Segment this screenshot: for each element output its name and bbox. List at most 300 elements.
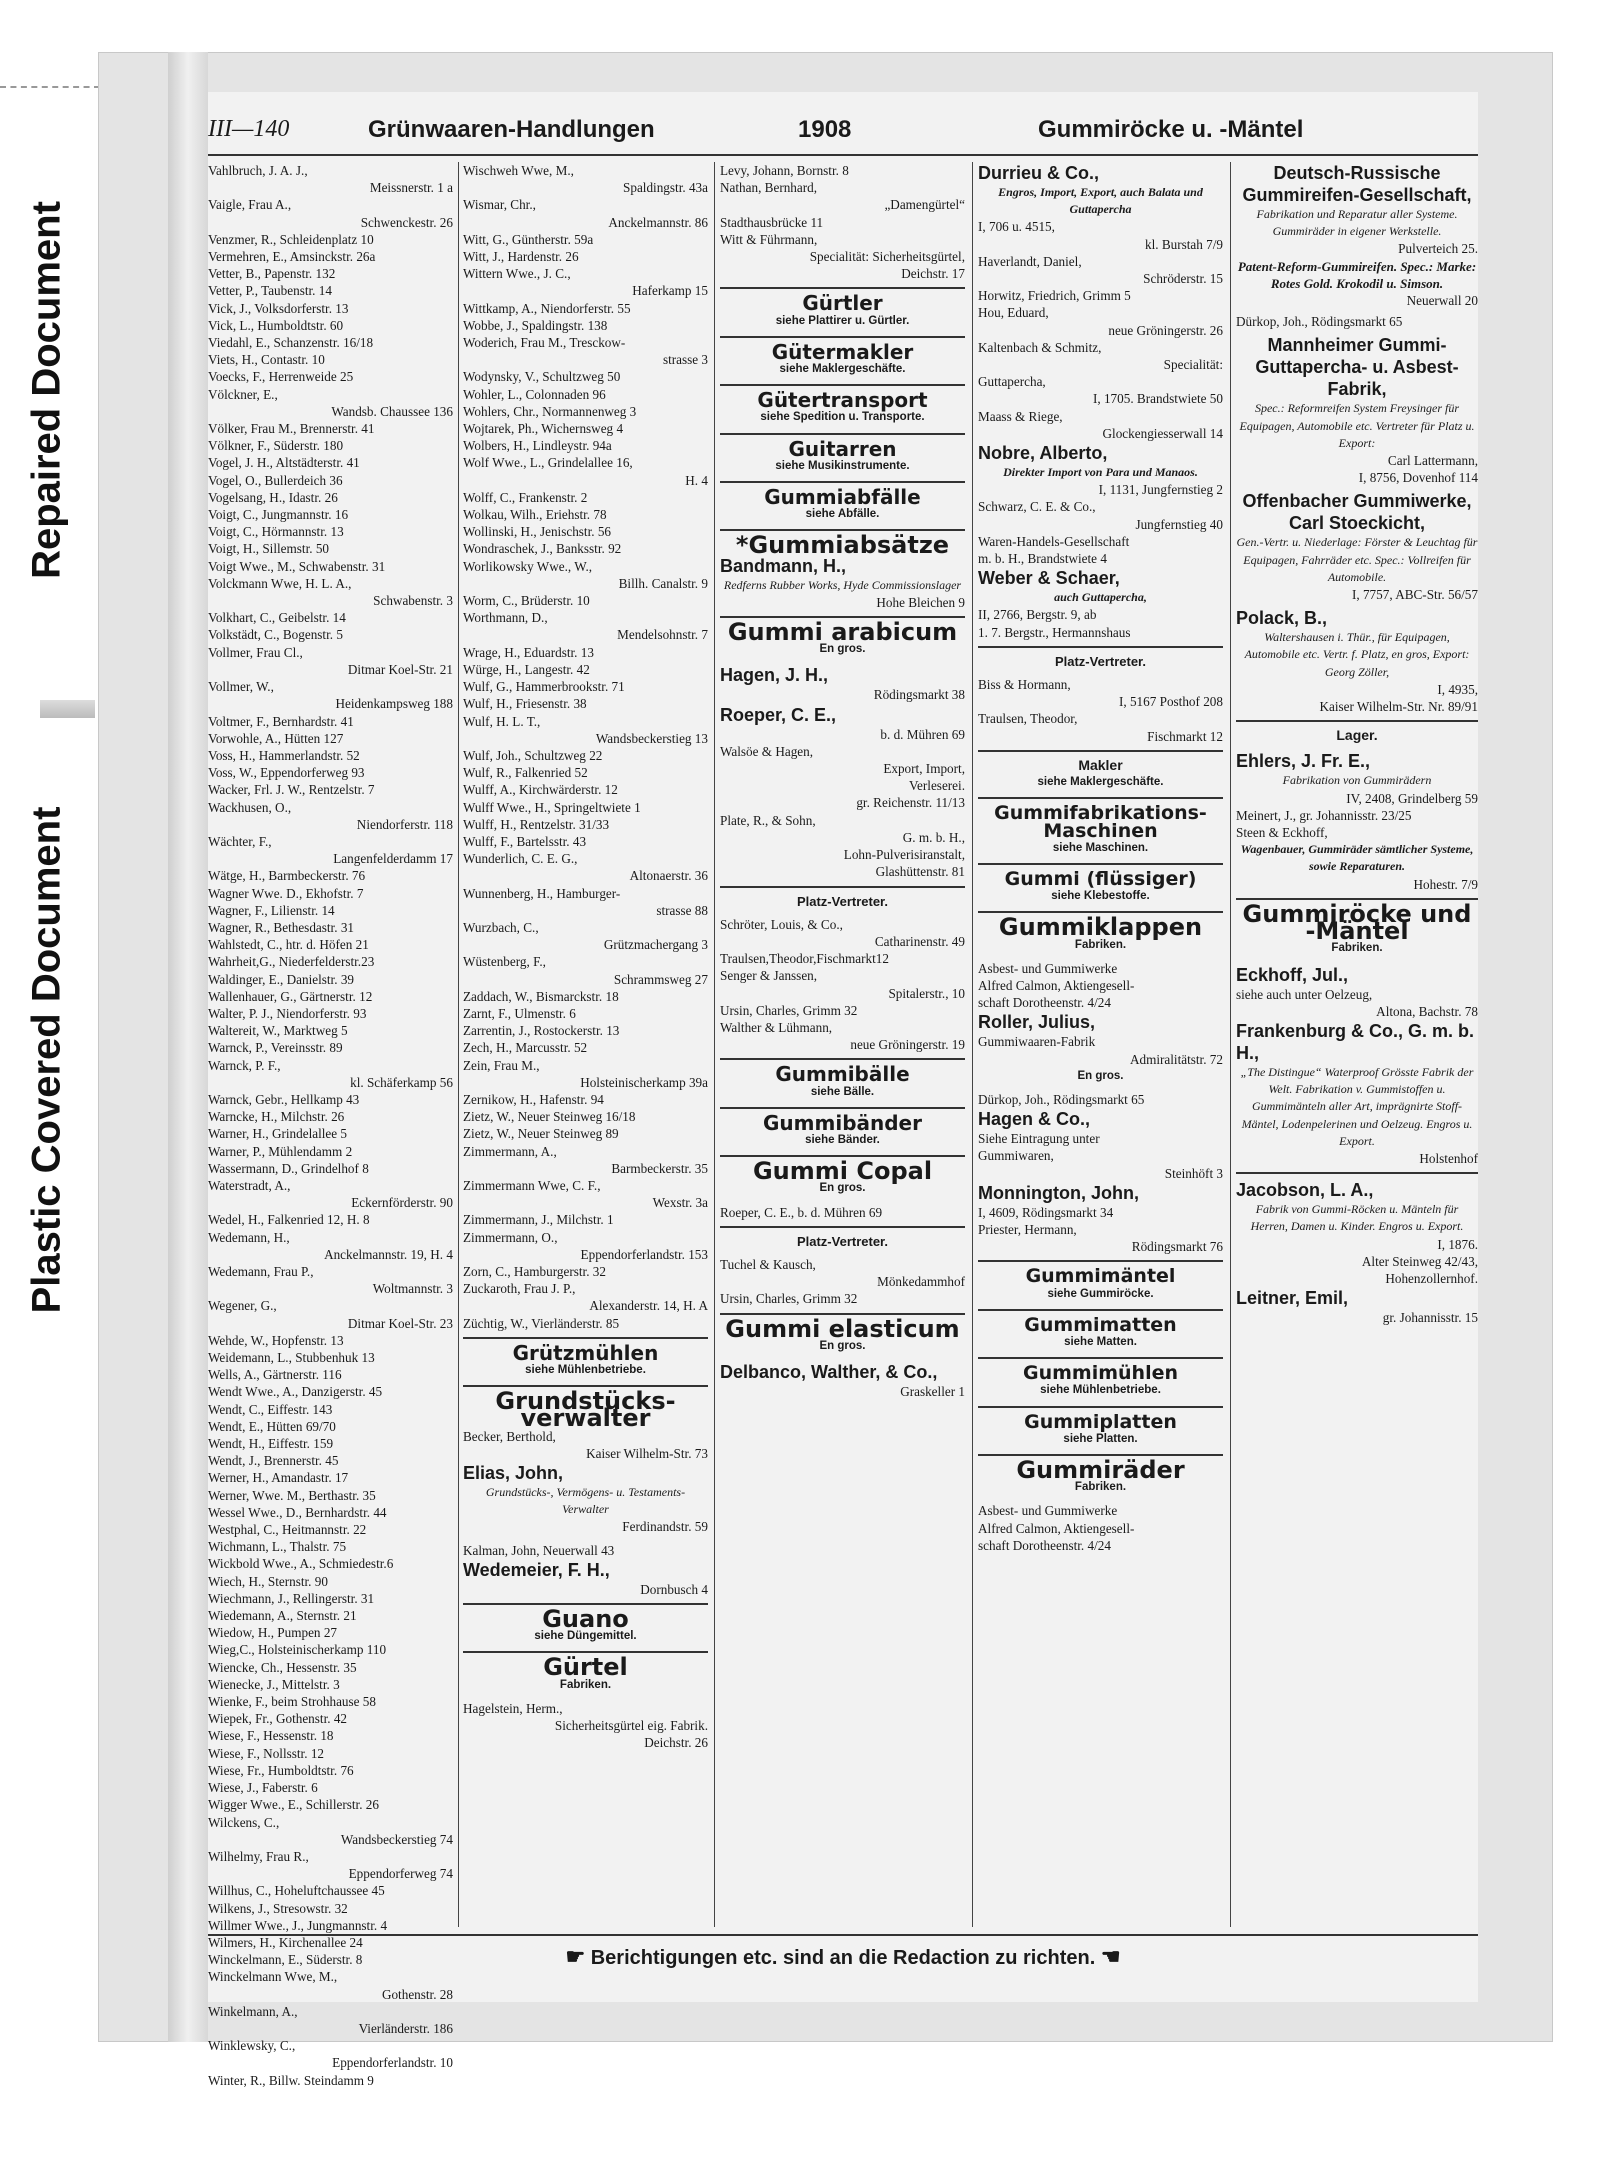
entry-description: Spec.: Reformreifen System Freysinger für Equipagen, Automobile etc. Vertreter für Platz u. Export: [1239, 401, 1475, 450]
entry-row: Viets, H., Contastr. 10 [208, 352, 325, 368]
section-rule [978, 797, 1223, 799]
entry-row: Eckernförderstr. 90 [351, 1195, 453, 1211]
entry-row: Wulf, R., Falkenried 52 [463, 765, 588, 781]
entry-row: Neuerwall 20 [1406, 293, 1478, 309]
entry-row: Völker, Frau M., Brennerstr. 41 [208, 421, 375, 437]
entry-row: Traulsen, Theodor, [978, 711, 1078, 727]
entry-row: Wohler, L., Colonnaden 96 [463, 386, 606, 402]
entry-row: Dürkop, Joh., Rödingsmarkt 65 [1236, 314, 1403, 330]
column-3-top [720, 162, 965, 282]
entry-row: Wandsb. Chaussee 136 [331, 403, 453, 419]
entry-row: Wurzbach, C., [463, 919, 539, 935]
entry-row: Billh. Canalstr. 9 [618, 575, 708, 591]
section-title: Gürtler [802, 291, 883, 316]
entry-row: m. b. H., Brandstwiete 4 [978, 551, 1107, 567]
side-strip [0, 60, 95, 1314]
entry-row: Wackhusen, O., [208, 799, 292, 815]
entry-row: Wahlstedt, C., htr. d. Höfen 21 [208, 937, 369, 953]
footer-text: Berichtigungen etc. sind an die Redaction zu richten. [590, 1947, 1096, 1969]
entry-row: Wedemann, Frau P., [208, 1264, 314, 1279]
entry-row: Vollmer, Frau Cl., [208, 644, 303, 660]
entry-row: Eppendorferweg 74 [348, 1866, 453, 1882]
section-rows [720, 916, 965, 1054]
entry-row: Worthmann, D., [463, 610, 548, 626]
section-title: Gummi arabicum [727, 618, 958, 647]
entry-row: Walsöe & Hagen, [720, 743, 814, 759]
section-title: Gummiabfälle [764, 485, 921, 510]
entry-row: Wiedemann, A., Sternstr. 21 [208, 1608, 357, 1624]
section-note: Platz-Vertreter. [796, 1233, 889, 1249]
section-note: En gros. [819, 643, 866, 656]
page-content [208, 92, 1478, 2088]
entry-row: Woltmannstr. 3 [372, 1281, 453, 1297]
entry-row: Mönkedammhof [877, 1274, 965, 1290]
section-note: Platz-Vertreter. [1054, 653, 1147, 669]
entry-description: Redferns Rubber Works, Hyde Commissionslager [723, 577, 962, 592]
section-title: Gummiplatten [1024, 1410, 1177, 1433]
entry-row: Eppendorferlandstr. 10 [332, 2055, 453, 2071]
section-note: siehe Plattirer u. Gürtler. [775, 314, 910, 327]
entry-row: Warner, H., Grindelallee 5 [208, 1126, 348, 1142]
entry-row: Schröderstr. 15 [1143, 271, 1223, 287]
entry-row: Warnck, P., Vereinsstr. 89 [208, 1040, 343, 1056]
entry-row: Wilmers, H., Kirchenallee 24 [208, 1934, 363, 1950]
section-rule [978, 863, 1223, 865]
entry-row: Ditmar Koel-Str. 21 [347, 661, 453, 677]
entry-row: Weidemann, L., Stubbenhuk 13 [208, 1350, 375, 1366]
entry-row: Wittern Wwe., J. C., [463, 266, 571, 282]
entry-row: Wulff Wwe., H., Springeltwiete 1 [463, 799, 641, 815]
section-note: Makler [1078, 756, 1123, 773]
section-note: siehe Mühlenbetriebe. [1040, 1384, 1161, 1397]
entry-row: Deichstr. 26 [644, 1735, 708, 1751]
entry-row: Zech, H., Marcusstr. 52 [463, 1040, 588, 1056]
entry-row: Wismar, Chr., [463, 197, 536, 213]
section-note: Lager. [1336, 727, 1378, 744]
section-title: Guano [542, 1605, 629, 1634]
entry-row: G. m. b. H., [902, 829, 965, 845]
entry-description: Fabrikation von Gummirädern [1282, 773, 1432, 788]
entry-address: Hohe Bleichen 9 [876, 594, 965, 610]
entry-row: Priester, Hermann, [978, 1221, 1077, 1237]
entry-row: Jungfernstieg 40 [1135, 516, 1223, 532]
entry-description: Waltershausen i. Thür., für Equipagen, Automobile etc. Vertr. f. Platz, en gros, Export: Georg Zöller, [1244, 630, 1470, 679]
entry-row: Walter, P. J., Niendorferstr. 93 [208, 1005, 367, 1021]
section-title: Gummibälle [775, 1062, 910, 1087]
section-rule [720, 384, 965, 386]
entry-row: Zaddach, W., Bismarckstr. 18 [463, 988, 619, 1004]
entry-row: Wallenhauer, G., Gärtnerstr. 12 [208, 988, 373, 1004]
entry-row: Warner, P., Mühlendamm 2 [208, 1143, 353, 1159]
entry-row: Züchtig, W., Vierländerstr. 85 [463, 1315, 620, 1331]
entry-row: Nathan, Bernhard, [720, 180, 818, 196]
section-title: Gummiröcke und -Mäntel [1242, 899, 1472, 946]
entry-row: Tuchel & Kausch, [720, 1256, 816, 1272]
entry-row: Pulverteich 25. [1398, 241, 1478, 257]
entry-row: Wells, A., Gärtnerstr. 116 [208, 1367, 342, 1383]
entry-row: Wehde, W., Hopfenstr. 13 [208, 1332, 344, 1348]
entry-row: I, 8756, Dovenhof 114 [1358, 470, 1478, 486]
entry-row: Admiralitätstr. 72 [1129, 1051, 1223, 1067]
entry-row: Wichmann, L., Thalstr. 75 [208, 1539, 347, 1555]
section-rule [720, 1226, 965, 1228]
entry-row: Ursin, Charles, Grimm 32 [720, 1291, 858, 1307]
section-note: En gros. [819, 1339, 866, 1352]
entry-row: Winkelmann, A., [208, 2003, 298, 2019]
entry-row: Barmbeckerstr. 35 [611, 1160, 708, 1176]
entry-row: Winter, R., Billw. Steindamm 9 [208, 2072, 374, 2088]
column-1 [208, 162, 453, 2088]
entry-row: Wickbold Wwe., A., Schmiedestr.6 [208, 1556, 394, 1572]
entry-description: Direkter Import von Para und Manaos. [1003, 465, 1198, 480]
entry-row: Wunnenberg, H., Hamburger- [463, 885, 621, 901]
entry-row: Wolf Wwe., L., Grindelallee 16, [463, 455, 633, 471]
entry-row: Wojtarek, Ph., Wichernsweg 4 [463, 421, 624, 437]
entry-row: Wienecke, J., Mittelstr. 3 [208, 1676, 340, 1692]
entry-row: Export, Import, [883, 761, 965, 777]
entry-row: Specialität: Sicherheitsgürtel, [809, 249, 965, 265]
entry-row: Voigt, H., Sillemstr. 50 [208, 541, 330, 557]
entry-row: Wendt Wwe., A., Danzigerstr. 45 [208, 1384, 383, 1400]
entry-row: Wiech, H., Sternstr. 90 [208, 1573, 328, 1589]
section-rule [720, 481, 965, 483]
section-rows [978, 1204, 1223, 1256]
section-title: Gummimäntel [1025, 1265, 1176, 1288]
plastic-covered-label: Plastic Covered Document [24, 806, 69, 1314]
entry-row: Heidenkampsweg 188 [335, 696, 453, 712]
section-note: siehe Maklergeschäfte. [779, 363, 906, 376]
section-rule [978, 646, 1223, 648]
section-rule [720, 1058, 965, 1060]
entry-row: Meissnerstr. 1 a [369, 180, 453, 196]
entry-row: I, 4609, Rödingsmarkt 34 [978, 1204, 1114, 1220]
entry-address: Graskeller 1 [900, 1383, 965, 1399]
entry-row: Wobbe, J., Spaldingstr. 138 [463, 317, 608, 333]
entry-row: Alfred Calmon, Aktiengesell- [978, 1520, 1135, 1536]
entry-row: Wagner, F., Lilienstr. 14 [208, 902, 335, 918]
entry-row: Catharinenstr. 49 [874, 933, 965, 949]
entry-row: Wendt, E., Hütten 69/70 [208, 1418, 336, 1434]
entry-name: Mannheimer Gummi-Guttapercha- u. Asbest-Fabrik, [1255, 335, 1459, 400]
column-rule [714, 162, 715, 1927]
section-rows [1236, 807, 1478, 841]
section-title: *Gummiabsätze [735, 531, 950, 560]
column-4 [978, 162, 1223, 1927]
entry-row: Waldinger, E., Danielstr. 39 [208, 971, 355, 987]
entry-name: Deutsch-Russische Gummireifen-Gesellschaft, [1242, 163, 1472, 205]
section-rows [978, 676, 1223, 745]
entry-row: Wulff, H., Rentzelstr. 31/33 [463, 816, 610, 832]
section-note: siehe Düngemittel. [534, 1630, 637, 1643]
entry-row: Wätge, H., Barmbeckerstr. 76 [208, 868, 366, 884]
entry-row: Winckelmann, E., Süderstr. 8 [208, 1952, 363, 1968]
section-title: Gummiräder [1016, 1455, 1185, 1484]
entry-row: strasse 3 [662, 352, 708, 368]
entry-row: Wedemann, H., [208, 1229, 290, 1245]
section-rows [463, 1700, 708, 1752]
entry-row: Zernikow, H., Hafenstr. 94 [463, 1091, 604, 1107]
entry-row: Zuckaroth, Frau J. P., [463, 1281, 576, 1297]
entry-row: Wandsbeckerstieg 74 [340, 1831, 453, 1847]
entry-row: Stadthausbrücke 11 [720, 214, 824, 230]
entry-row: Waterstradt, A., [208, 1177, 291, 1193]
entry-row: Schwenckestr. 26 [360, 214, 453, 230]
entry-row: Levy, Johann, Bornstr. 8 [720, 163, 849, 178]
entry-row: Wiechmann, J., Rellingerstr. 31 [208, 1590, 375, 1606]
section-note: siehe Maschinen. [1052, 841, 1149, 854]
entry-row: Wienke, F., beim Strohhause 58 [208, 1694, 376, 1710]
entry-row: Steen & Eckhoff, [1236, 825, 1328, 841]
section-rows [978, 1033, 1223, 1067]
header-right-title: Gummiröcke u. -Mäntel [1038, 116, 1304, 143]
entry-row: Zein, Frau M., [463, 1057, 540, 1073]
entry-row: Langenfelderdamm 17 [333, 851, 453, 867]
entry-row: Zimmermann Wwe, C. F., [463, 1177, 601, 1193]
entry-row: Wiese, F., Hessenstr. 18 [208, 1728, 334, 1744]
entry-row: schaft Dorotheenstr. 4/24 [978, 1537, 1111, 1553]
column-rule [1230, 162, 1231, 1927]
entry-name: Offenbacher Gummiwerke, Carl Stoeckicht, [1242, 491, 1472, 534]
entry-row: Wulf, Joh., Schultzweg 22 [463, 747, 603, 763]
entry-description: Grundstücks-, Vermögens- u. Testaments-Verwalter [485, 1485, 686, 1517]
entry-row: Hohestr. 7/9 [1413, 876, 1478, 892]
section-note: siehe Spedition u. Transporte. [760, 411, 925, 424]
section-title: Grundstücks-verwalter [495, 1387, 676, 1433]
entry-row: Witt, G., Güntherstr. 59a [463, 231, 594, 247]
entry-row: Wieg,C., Holsteinischerkamp 110 [208, 1642, 387, 1658]
header-rule [208, 154, 1478, 156]
entry-row: Vogel, J. H., Altstädterstr. 41 [208, 455, 360, 471]
entry-row: Senger & Janssen, [720, 968, 818, 984]
entry-row: Winckelmann Wwe, M., [208, 1969, 338, 1985]
entry-row: Zimmermann, O., [463, 1229, 558, 1245]
entry-name: Hagen, J. H., [720, 665, 829, 686]
section-title: Gummiklappen [998, 913, 1203, 942]
entry-address: Ferdinandstr. 59 [622, 1519, 708, 1535]
column-3 [720, 162, 965, 1927]
entry-row: Plate, R., & Sohn, [720, 812, 816, 828]
section-rule [720, 1107, 965, 1109]
section-title: Gummi elasticum [725, 1314, 960, 1343]
column-2-list [463, 162, 708, 1332]
entry-row: Schwabenstr. 3 [373, 593, 453, 609]
entry-description: Fabrikation und Reparatur aller Systeme. Gummiräder in eigener Werkstelle. [1256, 207, 1458, 239]
entry-row: Wolff, C., Frankenstr. 2 [463, 489, 588, 505]
entry-row: Willhus, C., Hoheluftchaussee 45 [208, 1883, 385, 1899]
entry-row: Alfred Calmon, Aktiengesell- [978, 977, 1135, 993]
entry-row: I, 7757, ABC-Str. 56/57 [1351, 587, 1478, 603]
section-title: Grützmühlen [512, 1340, 659, 1365]
entry-row: Kaiser Wilhelm-Str. 73 [586, 1445, 708, 1461]
entry-name: Hagen & Co., [978, 1109, 1091, 1130]
entry-row: gr. Johannisstr. 15 [1382, 1310, 1478, 1326]
entry-row: Winklewsky, C., [208, 2038, 296, 2054]
entry-row: Völkner, F., Süderstr. 180 [208, 438, 344, 454]
section-note: siehe Klebestoffe. [1051, 890, 1150, 903]
entry-row: Verleserei. [908, 778, 965, 794]
entry-row: Haferkamp 15 [632, 283, 708, 299]
entry-row: Sicherheitsgürtel eig. Fabrik. [554, 1718, 708, 1734]
entry-row: Wandsbeckerstieg 13 [595, 730, 708, 746]
page-binding [168, 52, 208, 2042]
section-rows [1236, 1236, 1478, 1288]
entry-row: Wagner, R., Bethesdastr. 31 [208, 919, 355, 935]
entry-row: Holstenhof [1419, 1150, 1478, 1166]
entry-row: Siehe Eintragung unter [978, 1131, 1100, 1147]
entry-row: Horwitz, Friedrich, Grimm 5 [978, 288, 1131, 304]
scanned-page [98, 52, 1553, 2088]
entry-description: auch Guttapercha, [1054, 590, 1147, 605]
entry-row: Alter Steinweg 42/43, [1361, 1253, 1478, 1269]
section-title: Gummi Copal [752, 1157, 933, 1186]
section-rows [978, 498, 1223, 567]
entry-row: I, 4935, [1437, 681, 1478, 697]
entry-name: Leitner, Emil, [1236, 1288, 1349, 1309]
section-rule [978, 1309, 1223, 1311]
entry-row: Kalman, John, Neuerwall 43 [463, 1542, 615, 1558]
entry-row: siehe auch unter Oelzeug, [1236, 986, 1373, 1002]
entry-row: Roeper, C. E., b. d. Mühren 69 [720, 1204, 883, 1220]
entry-row: Spitalerstr., 10 [888, 985, 965, 1001]
entry-row: Spaldingstr. 43a [623, 180, 708, 196]
footer-notice [208, 1944, 1478, 1970]
entry-row: Wendt, J., Brennerstr. 45 [208, 1453, 339, 1469]
entry-row: Wiese, F., Nollsstr. 12 [208, 1745, 325, 1761]
entry-row: I, 706 u. 4515, [978, 219, 1055, 235]
entry-row: Hagelstein, Herm., [463, 1700, 563, 1716]
entry-row: I, 5167 Posthof 208 [1118, 694, 1223, 710]
entry-address: Rödingsmarkt 38 [873, 687, 965, 703]
entry-row: Witt & Führmann, [720, 231, 818, 247]
entry-row: Anckelmannstr. 19, H. 4 [324, 1246, 453, 1262]
entry-row: IV, 2408, Grindelberg 59 [1346, 790, 1478, 806]
entry-row: Wächter, F., [208, 833, 272, 849]
entry-row: Vollmer, W., [208, 679, 274, 695]
entry-row: II, 2766, Bergstr. 9, ab [978, 607, 1097, 623]
entry-row: Eppendorferlandstr. 153 [580, 1246, 708, 1262]
entry-row: Wolbers, H., Lindleystr. 94a [463, 438, 612, 454]
entry-row: Vierländerstr. 186 [358, 2020, 453, 2036]
entry-row: Wilckens, C., [208, 1814, 280, 1830]
entry-description: Gen.-Vertr. u. Niederlage: Förster & Leuchtag für Equipagen, Fahrräder etc. Spec.: Vollreifen für Automobile. [1236, 535, 1478, 584]
section-rule [978, 1357, 1223, 1359]
entry-row: H. 4 [685, 472, 708, 488]
section-note: siehe Mühlenbetriebe. [525, 1364, 646, 1377]
entry-row: Werner, H., Amandastr. 17 [208, 1470, 349, 1486]
section-title: Gummi (flüssiger) [1004, 867, 1197, 890]
entry-row: Vorwohle, A., Hütten 127 [208, 730, 344, 746]
section-title: Guitarren [788, 436, 897, 461]
entry-row: Haverlandt, Daniel, [978, 253, 1082, 269]
entry-row: Ditmar Koel-Str. 23 [347, 1315, 453, 1331]
entry-row: Vick, J., Volksdorferstr. 13 [208, 300, 349, 316]
section-note: siehe Maklergeschäfte. [1037, 776, 1164, 789]
entry-row: Volckmann Wwe, H. L. A., [208, 575, 352, 591]
section-rows [1236, 986, 1478, 1020]
entry-row: Zimmermann, A., [463, 1143, 557, 1159]
entry-row: Asbest- und Gummiwerke [978, 960, 1118, 976]
entry-row: Holsteinischerkamp 39a [580, 1074, 708, 1090]
entry-row: Kaiser Wilhelm-Str. Nr. 89/91 [1319, 699, 1478, 715]
entry-row: Vogelsang, H., Idastr. 26 [208, 489, 338, 505]
entry-description: Wagenbauer, Gummiräder sämtlicher Systeme, sowie Reparaturen. [1240, 842, 1474, 874]
entry-row: Fischmarkt 12 [1147, 728, 1223, 744]
entry-row: Wendt, C., Eiffestr. 143 [208, 1401, 333, 1417]
entry-row: Voss, H., Hammerlandstr. 52 [208, 747, 360, 763]
column-2 [463, 162, 708, 1927]
entry-row: Zorn, C., Hamburgerstr. 32 [463, 1264, 606, 1279]
section-title: Gummifabrikations-Maschinen [994, 802, 1207, 842]
entry-row: Kaltenbach & Schmitz, [978, 339, 1102, 355]
entry-description: Patent-Reform-Gummireifen. Spec.: Marke: Rotes Gold. Krokodil u. Simson. [1237, 258, 1477, 291]
section-note: En gros. [1077, 1069, 1124, 1082]
section-note: siehe Bälle. [810, 1085, 875, 1098]
entry-row: Zarrentin, J., Rostockerstr. 13 [463, 1023, 620, 1039]
entry-row: Venzmer, R., Schleidenplatz 10 [208, 231, 374, 247]
entry-row: Grützmachergang 3 [603, 937, 708, 953]
entry-row: Wulf, G., Hammerbrookstr. 71 [463, 679, 625, 695]
entry-row: Wigger Wwe., E., Schillerstr. 26 [208, 1797, 379, 1813]
entry-row: Anckelmannstr. 86 [608, 214, 708, 230]
entry-row: Maass & Riege, [978, 408, 1063, 424]
entry-row: I, 1131, Jungfernstieg 2 [1098, 482, 1223, 498]
entry-row: Zietz, W., Neuer Steinweg 89 [463, 1126, 619, 1142]
entry-row: Schröter, Louis, & Co., [720, 916, 843, 932]
section-note: siehe Bänder. [805, 1133, 880, 1146]
section-note: Platz-Vertreter. [796, 893, 889, 909]
pointing-hand-icon: ☚ [1100, 1944, 1121, 1969]
entry-row: Volkhart, C., Geibelstr. 14 [208, 610, 346, 626]
entry-row: kl. Schäferkamp 56 [350, 1074, 453, 1090]
entry-row: Wohlers, Chr., Normannenweg 3 [463, 403, 637, 419]
entry-row: Rödingsmarkt 76 [1131, 1239, 1223, 1255]
entry-row: Wodynsky, V., Schultzweg 50 [463, 369, 621, 385]
entry-row: Traulsen,Theodor,Fischmarkt12 [720, 951, 889, 967]
side-divider [40, 700, 95, 718]
entry-row: Würge, H., Langestr. 42 [463, 661, 590, 677]
section-rows [978, 606, 1223, 640]
section-title: Gürtel [543, 1653, 628, 1682]
entry-row: Wiencke, Ch., Hessenstr. 35 [208, 1659, 357, 1675]
pointing-hand-icon: ☛ [565, 1944, 586, 1969]
entry-row: Vogel, O., Bullerdeich 36 [208, 472, 343, 488]
entry-row: Specialität: [1163, 357, 1223, 373]
entry-row: Gummiwaaren-Fabrik [978, 1034, 1096, 1050]
entry-name: Monnington, John, [978, 1182, 1139, 1203]
section-title: Gummimatten [1024, 1313, 1177, 1336]
entry-row: Wendt, H., Eiffestr. 159 [208, 1436, 334, 1452]
entry-address: Dornbusch 4 [640, 1581, 708, 1597]
entry-name: Eckhoff, Jul., [1236, 964, 1349, 985]
entry-row: Vick, L., Humboldtstr. 60 [208, 317, 344, 333]
header-left-title: Grünwaaren-Handlungen [368, 116, 655, 143]
section-note: Fabriken. [1074, 1481, 1127, 1494]
entry-row: Wondraschek, J., Banksstr. 92 [463, 541, 622, 557]
entry-row: Wunderlich, C. E. G., [463, 851, 578, 867]
entry-row: Gummiwaren, [978, 1148, 1054, 1164]
entry-row: Voigt, C., Jungmannstr. 16 [208, 507, 349, 523]
entry-name: Elias, John, [463, 1463, 564, 1484]
entry-name: Durrieu & Co., [978, 163, 1100, 183]
entry-row: Vahlbruch, J. A. J., [208, 163, 308, 178]
entry-row: Wedel, H., Falkenried 12, H. 8 [208, 1212, 370, 1228]
footer-rule [208, 1934, 1478, 1936]
section-note: siehe Abfälle. [805, 508, 880, 521]
entry-row: Vetter, P., Taubenstr. 14 [208, 283, 332, 299]
entry-row: Wessel Wwe., D., Bernhardstr. 44 [208, 1504, 387, 1520]
entry-description: Engros, Import, Export, auch Balata und Guttapercha [998, 185, 1203, 217]
page-number: III—140 [208, 116, 290, 142]
